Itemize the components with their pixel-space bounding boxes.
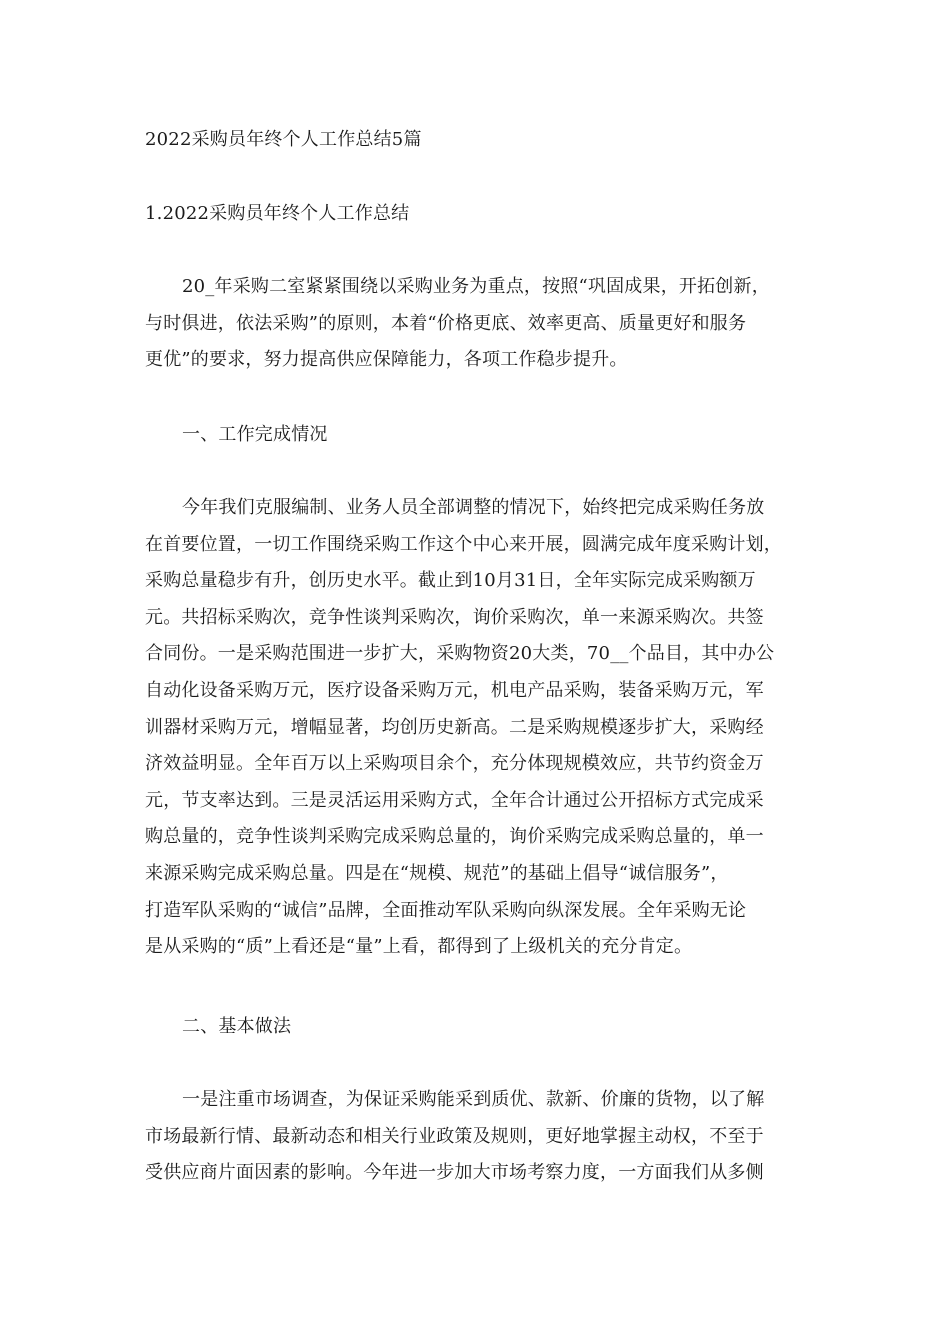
paragraph-line: 是从采购的“质”上看还是“量”上看，都得到了上级机关的充分肯定。 bbox=[145, 936, 693, 958]
paragraph-line: 来源采购完成采购总量。四是在“规模、规范”的基础上倡导“诚信服务”， bbox=[145, 862, 729, 884]
section-heading-2: 二、基本做法 bbox=[182, 1016, 292, 1037]
document-subtitle: 1.2022采购员年终个人工作总结 bbox=[145, 203, 410, 224]
paragraph-line: 今年我们克服编制、业务人员全部调整的情况下，始终把完成采购任务放 bbox=[182, 497, 765, 518]
paragraph-line: 打造军队采购的“诚信”品牌，全面推动军队采购向纵深发展。全年采购无论 bbox=[145, 899, 747, 921]
paragraph-line: 在首要位置，一切工作围绕采购工作这个中心来开展，圆满完成年度采购计划， bbox=[145, 533, 782, 555]
paragraph-line: 更优”的要求，努力提高供应保障能力，各项工作稳步提升。 bbox=[145, 349, 628, 371]
intro-paragraph bbox=[145, 275, 815, 385]
document-title: 2022采购员年终个人工作总结5篇 bbox=[145, 129, 422, 150]
paragraph-line: 济效益明显。全年百万以上采购项目余个，充分体现规模效应，共节约资金万 bbox=[145, 753, 764, 775]
section2-paragraph bbox=[145, 1088, 815, 1198]
paragraph-line: 采购总量稳步有升，创历史水平。截止到10月31日，全年实际完成采购额万 bbox=[145, 570, 756, 592]
paragraph-line: 一是注重市场调查，为保证采购能采到质优、款新、价廉的货物，以了解 bbox=[182, 1089, 765, 1110]
section1-paragraph bbox=[145, 496, 815, 972]
paragraph-line: 购总量的，竞争性谈判采购完成采购总量的，询价采购完成采购总量的，单一 bbox=[145, 826, 764, 848]
paragraph-line: 自动化设备采购万元，医疗设备采购万元，机电产品采购，装备采购万元，军 bbox=[145, 679, 764, 701]
paragraph-line: 元。共招标采购次，竞争性谈判采购次，询价采购次，单一来源采购次。共签 bbox=[145, 606, 764, 628]
paragraph-line: 合同份。一是采购范围进一步扩大，采购物资20大类，70__个品目，其中办公 bbox=[145, 643, 775, 665]
paragraph-line: 与时俱进，依法采购”的原则，本着“价格更底、效率更高、质量更好和服务 bbox=[145, 312, 747, 334]
paragraph-line: 市场最新行情、最新动态和相关行业政策及规则，更好地掌握主动权，不至于 bbox=[145, 1125, 764, 1147]
paragraph-line: 20_年采购二室紧紧围绕以采购业务为重点，按照“巩固成果，开拓创新， bbox=[182, 276, 770, 297]
paragraph-line: 训器材采购万元，增幅显著，均创历史新高。二是采购规模逐步扩大，采购经 bbox=[145, 716, 764, 738]
section-heading-1: 一、工作完成情况 bbox=[182, 424, 328, 445]
paragraph-line: 受供应商片面因素的影响。今年进一步加大市场考察力度，一方面我们从多侧 bbox=[145, 1162, 764, 1184]
paragraph-line: 元，节支率达到。三是灵活运用采购方式，全年合计通过公开招标方式完成采 bbox=[145, 789, 764, 811]
